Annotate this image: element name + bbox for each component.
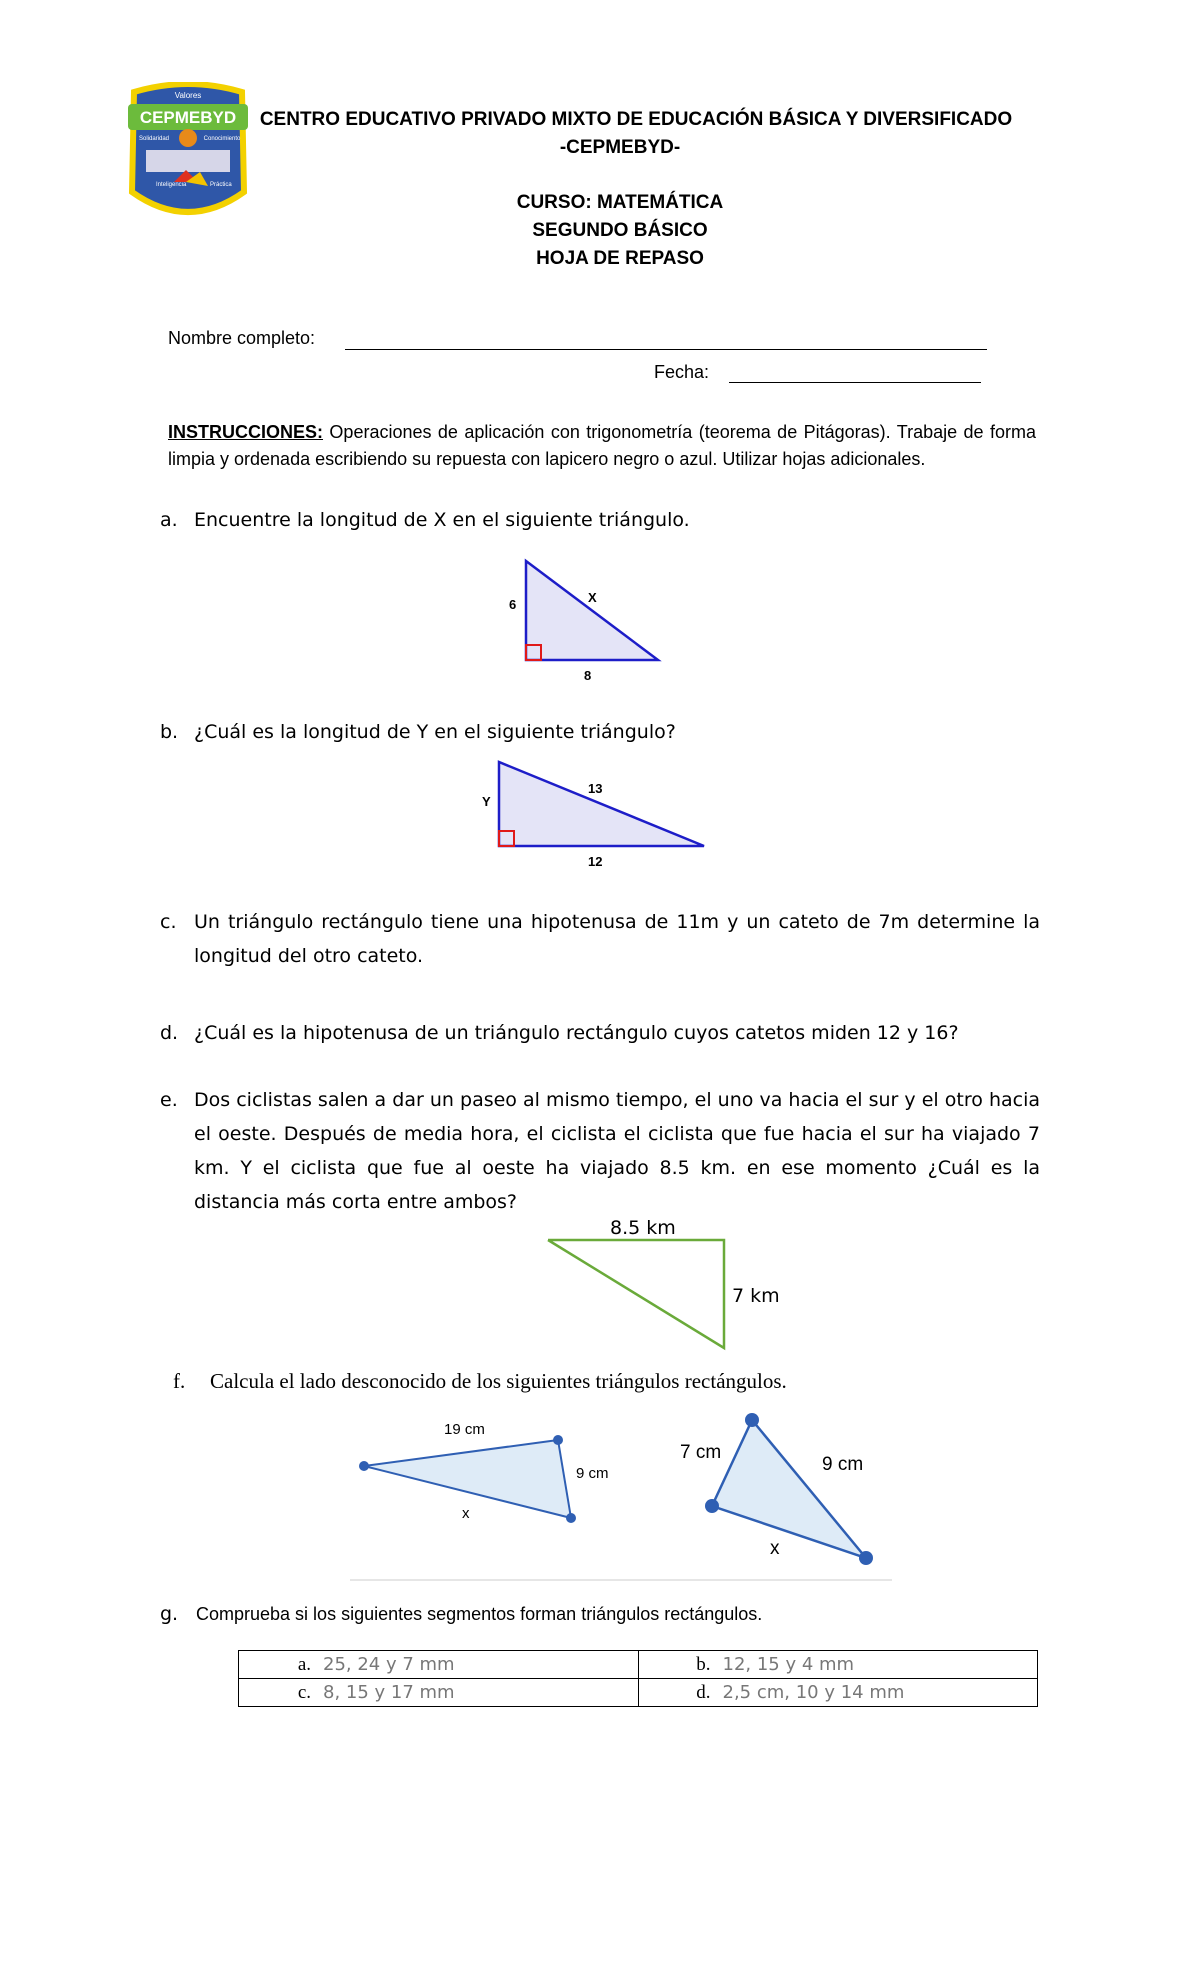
question-d-text: ¿Cuál es la hipotenusa de un triángulo rectángulo cuyos catetos miden 12 y 16? [194,1022,959,1044]
question-f-text: Calcula el lado desconocido de los siguientes triángulos rectángulos. [210,1369,787,1393]
logo-top-text: Valores [174,91,202,100]
question-a-text: Encuentre la longitud de X en el siguiente triángulo. [194,509,690,531]
svg-text:Solidaridad: Solidaridad [138,136,170,142]
question-e-text: Dos ciclistas salen a dar un paseo al mismo tiempo, el uno va hacia el sur y el otro hacia el oeste. Después de media hora, el ciclista el ciclista que fue hacia el sur ha viajado 7 km. Y el ciclista que fue al oeste ha viajado 8.5 km. en ese momento ¿Cuál es la distancia más corta entre ambos? [194,1089,1040,1213]
triangle-f2-bottom: x [770,1538,780,1559]
question-g-text: Comprueba si los siguientes segmentos forman triángulos rectángulos. [196,1604,763,1624]
school-name: CENTRO EDUCATIVO PRIVADO MIXTO DE EDUCACIÓN BÁSICA Y DIVERSIFICADO [259,109,1013,130]
course-title: CURSO: MATEMÁTICA [516,192,724,213]
option-d: d. 2,5 cm, 10 y 14 mm [638,1679,1038,1707]
option-b: b. 12, 15 y 4 mm [638,1651,1038,1679]
triangle-b-side2: 12 [588,854,603,869]
option-c: c. 8, 15 y 17 mm [239,1679,639,1707]
triangle-f1-right: 9 cm [576,1465,609,1482]
triangle-b [470,756,710,872]
triangle-a-hyp: X [588,590,597,605]
triangle-f1 [359,1421,609,1523]
triangle-b-side1: Y [482,794,491,809]
grade-title: SEGUNDO BÁSICO [532,220,708,241]
triangle-a [500,556,670,686]
svg-text:Práctica: Práctica [210,182,232,188]
triangle-f1-top: 19 cm [444,1421,485,1438]
option-a: a. 25, 24 y 7 mm [239,1651,639,1679]
question-c-text: Un triángulo rectángulo tiene una hipotenusa de 11m y un cateto de 7m determine la longitud del otro cateto. [194,911,1040,967]
triangle-f2 [680,1413,873,1565]
triangle-e-right: 7 km [732,1285,780,1307]
triangle-f2-left: 7 cm [680,1442,722,1463]
triangle-a-side1: 6 [509,597,517,612]
triangle-b-hyp: 13 [588,781,603,796]
svg-text:Inteligencia: Inteligencia [156,182,187,188]
question-b-text: ¿Cuál es la longitud de Y en el siguiente triángulo? [194,721,676,743]
instructions-text: Operaciones de aplicación con trigonometría (teorema de Pitágoras). Trabaje de forma limpia y ordenada escribiendo su repuesta con lapicero negro o azul. Utilizar hojas adicionales. [168,422,1036,469]
school-logo [124,82,252,228]
triangle-e-top: 8.5 km [610,1217,676,1239]
instructions-label: INSTRUCCIONES: [168,422,324,442]
triangle-e [540,1210,790,1360]
svg-text:Conocimiento: Conocimiento [203,136,241,142]
logo-brand: CEPMEBYD [139,108,237,127]
school-acronym: -CEPMEBYD- [559,137,681,158]
instructions [168,419,1036,473]
options-table [238,1650,1038,1707]
triangle-f2-right: 9 cm [822,1454,864,1475]
triangle-f1-bottom: x [462,1505,470,1522]
triangles-f [340,1406,900,1582]
date-label: Fecha: [654,362,710,382]
name-label: Nombre completo: [168,328,316,348]
triangle-a-side2: 8 [584,668,592,683]
sheet-title: HOJA DE REPASO [536,248,704,269]
date-field[interactable] [729,382,981,383]
name-field[interactable] [345,349,987,350]
